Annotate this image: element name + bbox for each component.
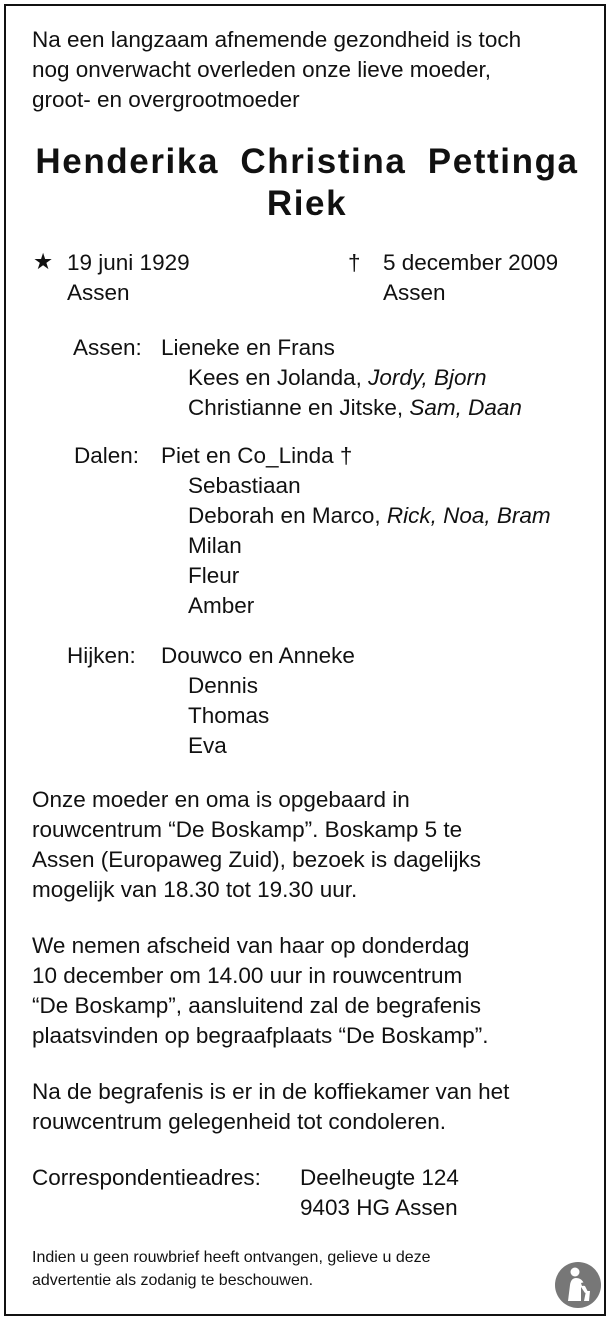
family-head: Piet en Co_Linda † — [161, 443, 353, 468]
family-member-name: Dennis — [188, 673, 259, 698]
paragraph-line: rouwcentrum “De Boskamp”. Boskamp 5 te — [32, 817, 463, 842]
family-member-name: Amber — [188, 593, 255, 618]
family-member-name: Thomas — [188, 703, 270, 728]
intro-text — [32, 25, 521, 115]
paragraph-line: plaatsvinden op begraafplaats “De Boskamp”. — [32, 1023, 489, 1048]
correspondence-city: 9403 HG Assen — [300, 1195, 458, 1220]
family-member — [188, 531, 242, 561]
family-member-name: Milan — [188, 533, 242, 558]
birth-place: Assen — [67, 280, 130, 305]
deceased-full-name: Henderika Christina Pettinga — [35, 142, 579, 181]
family-member — [188, 701, 269, 731]
correspondence-street: Deelheugte 124 — [300, 1165, 459, 1190]
intro-line: groot- en overgrootmoeder — [32, 87, 300, 112]
family-member — [188, 671, 258, 701]
family-place-label: Hijken: — [67, 643, 136, 668]
family-member — [188, 591, 254, 621]
family-member-name: Sebastiaan — [188, 473, 301, 498]
footer-line: Indien u geen rouwbrief heeft ontvangen, gelieve u deze — [32, 1249, 431, 1266]
family-place-label: Assen: — [73, 335, 142, 360]
publisher-logo-icon — [554, 1261, 602, 1309]
viewing-paragraph — [32, 785, 481, 905]
paragraph-line: 10 december om 14.00 uur in rouwcentrum — [32, 963, 463, 988]
death-date: 5 december 2009 — [383, 250, 559, 275]
grandchildren-names: Jordy, Bjorn — [368, 365, 487, 390]
grandchildren-names: Rick, Noa, Bram — [386, 503, 551, 528]
family-member-name: Christianne en Jitske, — [188, 395, 410, 420]
deceased-nickname: Riek — [266, 184, 348, 223]
family-member-name: Kees en Jolanda, — [188, 365, 369, 390]
paragraph-line: Na de begrafenis is er in de koffiekamer van het — [32, 1079, 510, 1104]
death-cross-icon: † — [348, 250, 361, 275]
footer-note — [32, 1246, 431, 1292]
family-member — [188, 363, 487, 393]
condolence-paragraph — [32, 1077, 509, 1137]
paragraph-line: We nemen afscheid van haar op donderdag — [32, 933, 470, 958]
funeral-paragraph — [32, 931, 489, 1051]
correspondence-label: Correspondentieadres: — [32, 1165, 261, 1190]
family-member-name: Fleur — [188, 563, 240, 588]
family-member — [188, 561, 239, 591]
paragraph-line: “De Boskamp”, aansluitend zal de begrafenis — [32, 993, 482, 1018]
footer-line: advertentie als zodanig te beschouwen. — [32, 1272, 314, 1289]
paragraph-line: Onze moeder en oma is opgebaard in — [32, 787, 410, 812]
family-member — [188, 731, 227, 761]
family-member — [188, 471, 301, 501]
family-head: Douwco en Anneke — [161, 643, 355, 668]
family-member-name: Eva — [188, 733, 227, 758]
intro-line: nog onverwacht overleden onze lieve moeder, — [32, 57, 492, 82]
family-head: Lieneke en Frans — [161, 335, 335, 360]
family-member — [188, 393, 522, 423]
family-place-label: Dalen: — [74, 443, 140, 468]
paragraph-line: rouwcentrum gelegenheid tot condoleren. — [32, 1109, 447, 1134]
paragraph-line: mogelijk van 18.30 tot 19.30 uur. — [32, 877, 358, 902]
birth-star-icon: ★ — [33, 249, 54, 274]
grandchildren-names: Sam, Daan — [409, 395, 522, 420]
family-member-name: Deborah en Marco, — [188, 503, 387, 528]
family-member — [188, 501, 551, 531]
intro-line: Na een langzaam afnemende gezondheid is toch — [32, 27, 522, 52]
death-place: Assen — [383, 280, 446, 305]
paragraph-line: Assen (Europaweg Zuid), bezoek is dagelijks — [32, 847, 481, 872]
birth-date: 19 juni 1929 — [67, 250, 190, 275]
